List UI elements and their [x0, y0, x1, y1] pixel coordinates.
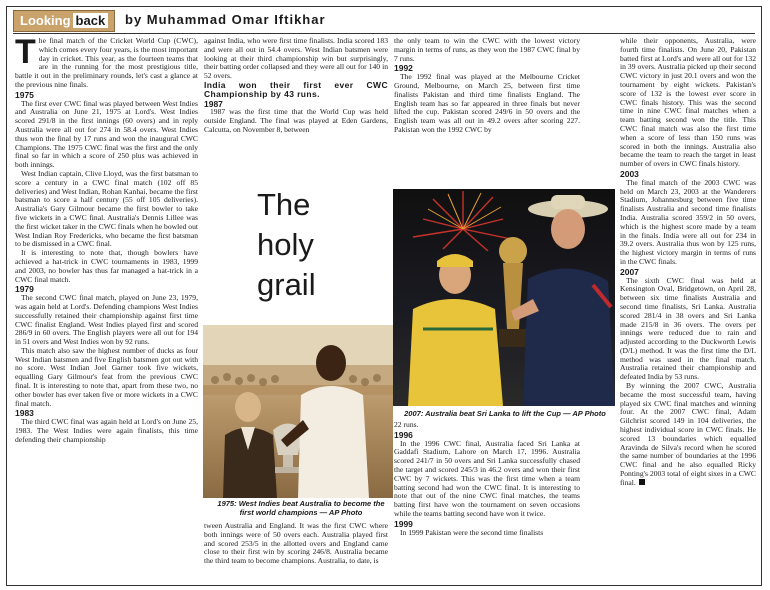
photo-2007-illustration	[393, 189, 615, 406]
paragraph: the only team to win the CWC with the lowest victory margin in terms of runs, as they won the 1987 CWC final by 7 runs.	[394, 37, 580, 63]
column-2-bottom	[204, 522, 388, 583]
paragraph: In 1999 Pakistan were the second time finalists	[400, 527, 544, 537]
photo-1975-trophy	[203, 325, 393, 498]
caption-2007: 2007: Australia beat Sri Lanka to lift the Cup — AP Photo	[404, 409, 606, 418]
paragraph-text: By winning the 2007 CWC, Australia became the most successful team, having played six CWC final matches and winning four. At the 2007 CWC final, Adam Gilchrist scored 149 in 104 deliveries, the highest individual score in CWC finals. He scored 13 boundaries which equalled Aravinda de Silva's record when he scored the same number of boundaries at the 1996 CWC final and he also equalled Ricky Ponting's 2003 total of eight sixes in a CWC final.	[620, 381, 756, 487]
year-heading-1979: 1979	[15, 284, 34, 295]
column-1	[15, 37, 198, 583]
paragraph: This match also saw the highest number of ducks as four West Indian batsmen and five English batsmen got out with no score. West Indian Joel Garner took five wickets, equalling Gary Gilmour's feat from the previous CWC final. It is interesting to note that, apart from these two, no other bowler has ever taken five or more wickets in a CWC final match.	[15, 345, 198, 408]
headline-line-1: The	[257, 187, 311, 222]
paragraph: tween Australia and England. It was the first CWC where both innings were of 50 overs each. Australia played first and scored 253/5 in the allotted overs and England came close to their first win by scoring 246/8. Australia became the third team to become champions. Australia, to date, is	[204, 522, 388, 566]
paragraph	[620, 382, 756, 488]
paragraph: The third CWC final was again held at Lord's on June 25, 1983. The West Indies were again finalists, this time defending their championship	[15, 417, 198, 444]
paragraph: The first ever CWC final was played between West Indies and Australia on June 21, 1975 at Lord's. West Indies scored 291/8 in the first innings (60 overs) and in reply Australia were all out for 274 in 58.4 overs. West Indies thus won the final by 17 runs and won the inaugural CWC Champions. The 1975 CWC final was the first and the only final so far in which a score of 250 plus was achieved in both innings.	[15, 98, 198, 170]
intro-paragraph	[15, 37, 198, 90]
magazine-page	[6, 6, 762, 586]
year-heading-1975: 1975	[15, 89, 34, 100]
headline-line-2: holy	[257, 227, 314, 262]
paragraph: while their opponents, Australia, were fourth time finalists. On June 20, Pakistan batted first at Lord's and were all out for 132 in 39 overs. Australia picked up their second CWC victory in just 20.1 overs and won the tournament by eight wickets. Pakistan's score of 132 is the lowest ever score in CWC finals history. This was the second time in nine CWC final matches when a team batting second won the title. This CWC final match was also the first time when a score of less than 150 runs was scored in both the innings. Australia also became the team to reach the target in least number of overs in CWC finals history.	[620, 37, 756, 169]
paragraph: The 1992 final was played at the Melbourne Cricket Ground, Melbourne, on March 25, between first time finalists Pakistan and third time finalists England. The English team has so far appeared in three finals but never lifted the cup. Pakistan scored 249/6 in 50 overs and the English team was all out in 49.2 overs after scoring 227. Pakistan won the 1992 CWC by	[394, 72, 580, 134]
paragraph: 1987 was the first time that the World Cup was held outside England. The final was played at Eden Gardens, Calcutta, on November 8, between	[204, 107, 388, 134]
paragraph: The final match of the 2003 CWC was held on March 23, 2003 at the Wanderers Stadium, Johannesburg between five time finalists Australia and second time finalists India. Australia scored 359/2 in 50 overs, which is the highest score made by a team in the finals. India were all out for 234 in 39.2 overs. Australia thus won by 125 runs, the highest victory margin in terms of runs in the CWC finals.	[620, 177, 756, 266]
pull-quote: India won their first ever CWC Championship by 43 runs.	[204, 79, 388, 99]
headline-line-3: grail	[257, 267, 316, 302]
section-label	[13, 10, 115, 32]
headline	[257, 185, 357, 305]
year-heading-2003: 2003	[620, 168, 639, 179]
photo-2007-celebration	[393, 189, 615, 406]
year-heading-1983: 1983	[15, 408, 34, 419]
header-rule	[13, 33, 755, 34]
paragraph: It is interesting to note that, though bowlers have achieved a hat-trick in CWC tournaments in 1983, 1999 and 2003, no bowler has thus far managed a hat-trick in a CWC final match.	[15, 248, 198, 284]
intro-text: he final match of the Cricket World Cup (CWC), which comes every four years, is the most important day in cricket. This year, as the fourteen teams that are in the running for the most prestigious title, battle it out in the preliminary rounds, let's cast a glance at the previous nine finals.	[15, 37, 198, 89]
section-label-back: back	[73, 13, 109, 28]
year-heading-2007: 2007	[620, 266, 639, 277]
end-mark-icon	[639, 479, 645, 485]
paragraph: In the 1996 CWC final, Australia faced Sri Lanka at Gaddafi Stadium, Lahore on March 17, 1996. Australia scored 241/7 in 50 overs and Sri Lanka successfully chased the target and scored 245/3 in 46.2 overs and won their first CWC by 7 wickets. This was the first time when a team batting second had won the CWC final. It is interesting to note that out of the nine CWC final matches, the teams batting first have won the tournament on seven occasions while the teams batting second have won it twice.	[394, 438, 580, 518]
column-2-top	[204, 37, 388, 183]
year-heading-1992: 1992	[394, 63, 413, 74]
paragraph: against India, who were first time finalists. India scored 183 and were all out in 54.4 overs. West Indian batsmen were looking at their third championship win but surprisingly, their batting order collapsed and they were all out for 140 in 52 overs.	[204, 37, 388, 81]
column-3-top	[394, 37, 580, 187]
paragraph: 22 runs.	[394, 421, 419, 429]
year-heading-1987: 1987	[204, 98, 223, 109]
photo-1975-illustration	[203, 325, 393, 498]
year-heading-1996: 1996	[394, 429, 413, 440]
section-label-looking: Looking	[20, 13, 71, 28]
year-heading-1999: 1999	[394, 518, 413, 529]
drop-cap: T	[15, 37, 36, 71]
byline: by Muhammad Omar Iftikhar	[125, 12, 326, 27]
column-3-bottom	[394, 421, 580, 583]
column-4	[620, 37, 756, 583]
paragraph: West Indian captain, Clive Lloyd, was the first batsman to score a century in a CWC final match (102 off 85 deliveries) and West Indian, Rohan Kanhai, became the first batsman to score a half century (55 off 105 deliveries). Australia's Gary Gilmour became the first bowler to take five wickets in a CWC final. Australia's Dennis Lillee was the first wicket taker in the CWC finals when he bowled out West Indian Roy Fredericks, who became the first batsman to be dismissed in a CWC final.	[15, 168, 198, 249]
paragraph: The sixth CWC final was held at Kensington Oval, Bridgetown, on April 28, between six time finalists Australia and second time finalists, Sri Lanka. Australia scored 281/4 in 38 overs and Sri Lanka made 215/8 in 36 overs. The overs per innings were reduced due to rain and adjusted according to the Duckworth Lewis (D/L) method. It was the first time the D/L method was used in the final match. Australia retained their championship and defeated India by 53 runs.	[620, 275, 756, 382]
paragraph: The second CWC final match, played on June 23, 1979, was again held at Lord's. Defending champions West Indies successfully retained their championship against first time CWC finalist England. West Indies played first and scored 286/9 in 60 overs. The English players were all out for 194 in 51 overs and West Indies won by 92 runs.	[15, 293, 198, 347]
caption-1975: 1975: West Indies beat Australia to become the first world champions — AP Photo	[217, 499, 385, 517]
